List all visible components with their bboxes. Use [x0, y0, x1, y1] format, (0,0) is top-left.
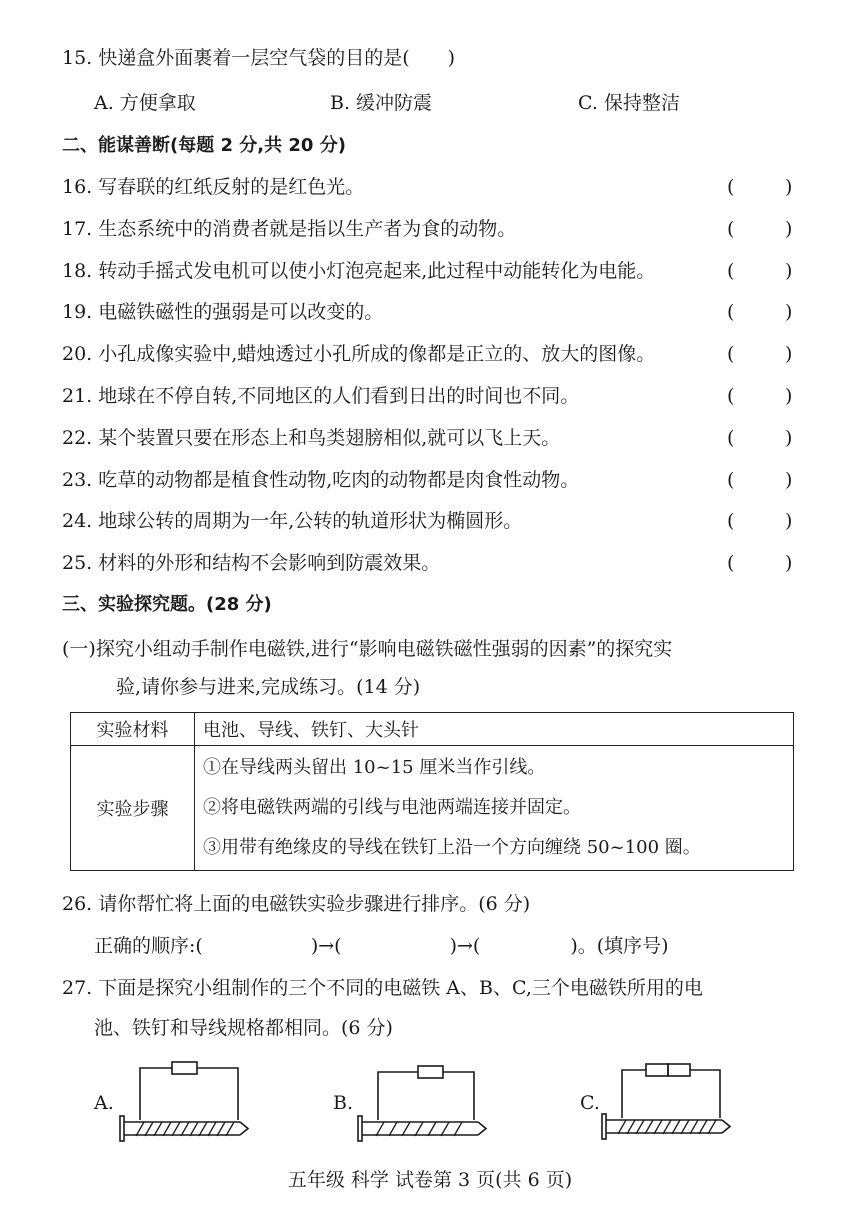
tf-question: 23. 吃草的动物都是植食性动物,吃肉的动物都是肉食性动物。: [62, 469, 580, 491]
tf-question: 16. 写春联的红纸反射的是红色光。: [62, 176, 365, 198]
paren-right: ): [785, 176, 793, 198]
paren-right: ): [785, 218, 793, 240]
section-3-heading: 三、实验探究题。(28 分): [62, 594, 272, 615]
electromagnet-c-diagram: [600, 1056, 750, 1146]
q26-answer-line: [94, 933, 669, 959]
answer-arrow-2: )→(: [449, 935, 481, 957]
step-1: ①在导线两头留出 10~15 厘米当作引线。: [203, 757, 546, 778]
step-2: ②将电磁铁两端的引线与电池两端连接并固定。: [203, 797, 581, 818]
paren-right: ): [785, 469, 793, 491]
paren-right: ): [785, 301, 793, 323]
question-15: 15. 快递盒外面裹着一层空气袋的目的是( ): [62, 47, 456, 69]
diagram-label-a: A.: [94, 1092, 114, 1114]
tf-question: 22. 某个装置只要在形态上和鸟类翅膀相似,就可以飞上天。: [62, 427, 561, 449]
paren-left: (: [727, 343, 735, 365]
tf-question: 18. 转动手摇式发电机可以使小灯泡亮起来,此过程中动能转化为电能。: [62, 260, 656, 282]
diagram-label-c: C.: [580, 1092, 600, 1114]
paren-left: (: [727, 260, 735, 282]
paren-left: (: [727, 385, 735, 407]
paren-left: (: [727, 510, 735, 532]
answer-arrow-1: )→(: [310, 935, 342, 957]
paren-right: ): [785, 552, 793, 574]
question-27: 27. 下面是探究小组制作的三个不同的电磁铁 A、B、C,三个电磁铁所用的电: [62, 977, 703, 999]
materials-value: 电池、导线、铁钉、大头针: [195, 713, 794, 746]
tf-question: 20. 小孔成像实验中,蜡烛透过小孔所成的像都是正立的、放大的图像。: [62, 343, 656, 365]
section-2-heading: 二、能谋善断(每题 2 分,共 20 分): [62, 135, 346, 156]
electromagnet-b-diagram: [356, 1058, 506, 1148]
step-3: ③用带有绝缘皮的导线在铁钉上沿一个方向缠绕 50~100 圈。: [203, 837, 701, 858]
paren-right: ): [785, 260, 793, 282]
paren-right: ): [785, 385, 793, 407]
tf-question: 17. 生态系统中的消费者就是指以生产者为食的动物。: [62, 218, 517, 240]
experiment-table: [70, 712, 794, 871]
question-27-cont: 池、铁钉和导线规格都相同。(6 分): [94, 1017, 393, 1039]
paren-left: (: [727, 218, 735, 240]
tf-question: 21. 地球在不停自转,不同地区的人们看到日出的时间也不同。: [62, 385, 580, 407]
diagram-label-b: B.: [333, 1092, 354, 1114]
paren-left: (: [727, 552, 735, 574]
answer-prefix: 正确的顺序:(: [94, 935, 203, 957]
steps-label: 实验步骤: [71, 746, 195, 871]
answer-suffix: )。(填序号): [570, 935, 669, 957]
option-c: C. 保持整洁: [578, 92, 680, 114]
part-1-intro: (一)探究小组动手制作电磁铁,进行“影响电磁铁磁性强弱的因素”的探究实: [62, 638, 673, 660]
paren-left: (: [727, 301, 735, 323]
paren-left: (: [727, 427, 735, 449]
electromagnet-a-diagram: [118, 1058, 268, 1148]
paren-right: ): [785, 427, 793, 449]
paren-left: (: [727, 176, 735, 198]
materials-label: 实验材料: [71, 713, 195, 746]
tf-question: 19. 电磁铁磁性的强弱是可以改变的。: [62, 301, 384, 323]
part-1-intro-cont: 验,请你参与进来,完成练习。(14 分): [116, 676, 421, 698]
paren-right: ): [785, 343, 793, 365]
option-b: B. 缓冲防震: [330, 92, 433, 114]
question-26: 26. 请你帮忙将上面的电磁铁实验步骤进行排序。(6 分): [62, 893, 531, 915]
paren-right: ): [785, 510, 793, 532]
tf-question: 24. 地球公转的周期为一年,公转的轨道形状为椭圆形。: [62, 510, 523, 532]
steps-cell: [195, 746, 794, 871]
tf-question: 25. 材料的外形和结构不会影响到防震效果。: [62, 552, 441, 574]
paren-left: (: [727, 469, 735, 491]
option-a: A. 方便拿取: [94, 92, 196, 114]
page-footer: 五年级 科学 试卷第 3 页(共 6 页): [287, 1169, 573, 1191]
